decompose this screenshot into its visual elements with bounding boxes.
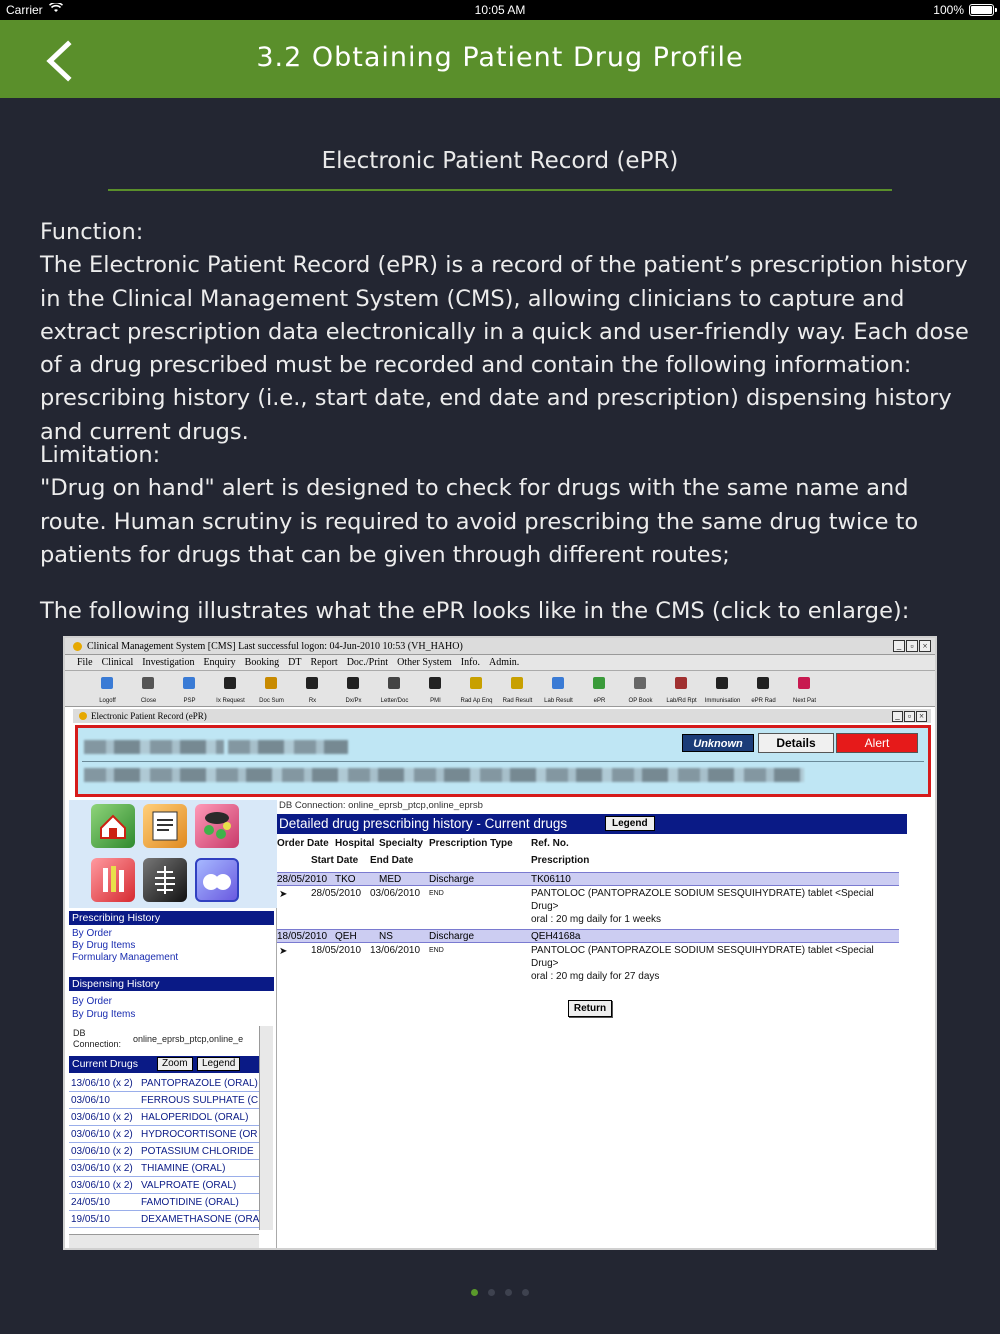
xray-icon [143, 858, 187, 902]
limitation-paragraph [40, 439, 970, 572]
drug-name: HALOPERIDOL (ORAL) [141, 1112, 249, 1123]
epr-subwindow-titlebar [73, 709, 931, 723]
toolbar-button [620, 671, 661, 707]
dispensing-by-order-link: By Order [72, 996, 113, 1007]
toolbar-icon [552, 677, 564, 689]
toolbar-icon [388, 677, 400, 689]
toolbar-label: PSP [183, 698, 196, 704]
order-rx-line3: oral : 20 mg daily for 1 weeks [531, 914, 662, 925]
unknown-badge: Unknown [682, 734, 754, 752]
toolbar-button [579, 671, 620, 707]
drug-name: DEXAMETHASONE (ORA [141, 1214, 259, 1225]
current-drug-row [69, 1109, 259, 1126]
carrier-label: Carrier [6, 3, 43, 17]
cms-menubar [65, 655, 935, 671]
toolbar-icon [347, 677, 359, 689]
notepad-icon [143, 804, 187, 848]
toolbar-label: Doc Sum [259, 698, 284, 704]
arrow-icon: ➤ [279, 889, 288, 900]
col-specialty: Specialty [379, 838, 423, 849]
order-rx-line2: Drug> [531, 901, 559, 912]
pills-icon [195, 804, 239, 848]
drug-date: 13/06/10 (x 2) [71, 1078, 133, 1089]
prescribing-history-panel [277, 800, 935, 1250]
alert-button: Alert [836, 733, 918, 753]
db-connection-text: DB Connection: online_eprsb_ptcp,online_eprsb [279, 800, 483, 811]
drug-list-scrollbar [259, 1026, 273, 1230]
status-bar [0, 0, 1000, 20]
cms-menu-item: Clinical [101, 657, 134, 668]
subwindow-controls [892, 711, 927, 722]
history-title: Detailed drug prescribing history - Current drugs [277, 814, 907, 834]
legend-button: Legend [197, 1057, 240, 1071]
current-drug-row [69, 1194, 259, 1211]
db-connection-value: online_eprsb_ptcp,online_e [133, 1034, 244, 1044]
order-hospital: TKO [335, 874, 356, 885]
cms-window-titlebar [65, 638, 935, 655]
order-row [277, 929, 899, 943]
close-icon: × [919, 640, 931, 652]
limitation-label: Limitation: [40, 442, 161, 468]
drug-name: HYDROCORTISONE (OR [141, 1129, 258, 1140]
col-order-date: Order Date [277, 838, 329, 849]
toolbar-label: Rad Result [502, 698, 533, 704]
col-end-date: End Date [370, 855, 414, 866]
minimize-icon: _ [892, 711, 903, 722]
function-label: Function: [40, 219, 144, 245]
col-hospital: Hospital [335, 838, 375, 849]
return-button: Return [568, 1000, 612, 1017]
toolbar-icon [716, 677, 728, 689]
page-dot[interactable] [488, 1289, 495, 1296]
blurred-patient-details [84, 768, 804, 782]
drug-name: VALPROATE (ORAL) [141, 1180, 237, 1191]
current-drug-row [69, 1211, 259, 1228]
toolbar-label: Immunisation [704, 698, 741, 704]
cms-menu-item: Report [310, 657, 338, 668]
page-indicator [0, 1289, 1000, 1296]
toolbar-button [251, 671, 292, 707]
section-title: Electronic Patient Record (ePR) [321, 148, 679, 174]
order-order-date: 18/05/2010 [277, 931, 328, 942]
current-drug-row [69, 1126, 259, 1143]
test-tubes-icon [91, 858, 135, 902]
toolbar-icon [224, 677, 236, 689]
battery-icon [969, 4, 994, 16]
restore-icon: ▫ [904, 711, 915, 722]
order-detail [277, 888, 899, 928]
order-flag: END [429, 947, 444, 954]
drug-date: 24/05/10 [71, 1197, 110, 1208]
minimize-icon: _ [893, 640, 905, 652]
toolbar-label: Ix Request [216, 698, 245, 704]
order-rx-line2: Drug> [531, 958, 559, 969]
details-button: Details [758, 733, 834, 753]
order-rx-line1: PANTOLOC (PANTOPRAZOLE SODIUM SESQUIHYDRATE) tablet <Special [531, 888, 874, 899]
toolbar-label: ePR [593, 698, 606, 704]
toolbar-label: Rad Ap Enq [460, 698, 493, 704]
current-drug-row [69, 1092, 259, 1109]
order-specialty: NS [379, 931, 393, 942]
cms-menu-item: Booking [244, 657, 280, 668]
order-rx-line3: oral : 20 mg daily for 27 days [531, 971, 660, 982]
order-end: 13/06/2010 [370, 945, 421, 956]
page-title: 3.2 Obtaining Patient Drug Profile [256, 42, 744, 73]
dispensing-by-drug-items-link: By Drug Items [72, 1009, 136, 1020]
col-prescription: Prescription [531, 855, 590, 866]
toolbar-button [128, 671, 169, 707]
drug-date: 03/06/10 (x 2) [71, 1146, 133, 1157]
cms-menu-item: DT [288, 657, 302, 668]
col-start-date: Start Date [311, 855, 359, 866]
toolbar-label: OP Book [628, 698, 653, 704]
toolbar-icon [757, 677, 769, 689]
toolbar-icon [306, 677, 318, 689]
cms-toolbar [65, 671, 935, 707]
toolbar-icon [183, 677, 195, 689]
cms-menu-item: Doc./Print [346, 657, 389, 668]
prescribing-by-drug-items-link: By Drug Items [72, 940, 136, 951]
order-order-date: 28/05/2010 [277, 874, 328, 885]
cms-logo-icon [73, 642, 82, 651]
illustration-caption: The following illustrates what the ePR looks like in the CMS (click to enlarge): [40, 598, 910, 624]
toolbar-button [415, 671, 456, 707]
toolbar-icon [798, 677, 810, 689]
current-drugs-label: Current Drugs [72, 1058, 138, 1070]
toolbar-label: ePR Rad [751, 698, 776, 704]
db-connection-label: DB Connection: [73, 1028, 122, 1049]
order-start: 28/05/2010 [311, 888, 362, 899]
capsule-icon [195, 858, 239, 902]
toolbar-label: Next Pat [792, 698, 816, 704]
toolbar-icon [634, 677, 646, 689]
toolbar-icon [101, 677, 113, 689]
toolbar-button [169, 671, 210, 707]
cms-menu-item: Investigation [142, 657, 195, 668]
page-dot[interactable] [505, 1289, 512, 1296]
epr-module-icons [69, 800, 277, 908]
history-legend-button: Legend [605, 816, 655, 831]
toolbar-button [456, 671, 497, 707]
drug-date: 03/06/10 (x 2) [71, 1163, 133, 1174]
order-flag: END [429, 890, 444, 897]
clock: 10:05 AM [474, 3, 526, 17]
formulary-management-link: Formulary Management [72, 952, 179, 963]
current-drug-row [69, 1143, 259, 1160]
toolbar-label: Close [140, 698, 157, 704]
toolbar-button [661, 671, 702, 707]
blurred-patient-name [84, 740, 224, 754]
epr-screenshot-image[interactable] [63, 636, 937, 1250]
prescribing-history-header: Prescribing History [69, 911, 274, 925]
drug-date: 03/06/10 (x 2) [71, 1129, 133, 1140]
house-icon [91, 804, 135, 848]
title-divider [108, 189, 892, 191]
toolbar-button [333, 671, 374, 707]
order-hospital: QEH [335, 931, 357, 942]
toolbar-label: Rx [308, 698, 317, 704]
page-dot[interactable] [471, 1289, 478, 1296]
prescribing-by-order-link: By Order [72, 928, 113, 939]
cms-menu-item: Enquiry [203, 657, 236, 668]
col-ref-no: Ref. No. [531, 838, 569, 849]
epr-logo-icon [79, 712, 87, 720]
blurred-patient-id [228, 740, 348, 754]
drug-name: FAMOTIDINE (ORAL) [141, 1197, 239, 1208]
arrow-icon: ➤ [279, 946, 288, 957]
toolbar-icon [511, 677, 523, 689]
toolbar-icon [142, 677, 154, 689]
current-drug-row [69, 1160, 259, 1177]
function-text: The Electronic Patient Record (ePR) is a record of the patient’s prescription history in the Clinical Management System (CMS), allowing clinicians to capture and extract prescription data electronically in a quick and user-friendly way. Each dose of a drug prescribed must be recorded and contain the following information: prescribing history (i.e., start date, end date and prescription) dispensing history and current drugs. [40, 252, 969, 445]
patient-bar-divider [82, 761, 924, 762]
epr-subwindow-title: Electronic Patient Record (ePR) [91, 711, 207, 721]
battery-percentage: 100% [933, 3, 964, 17]
toolbar-button [784, 671, 825, 707]
toolbar-label: Lab/Rd Rpt [666, 698, 697, 704]
order-specialty: MED [379, 874, 402, 885]
patient-info-bar [75, 725, 931, 797]
current-drugs-header [69, 1056, 259, 1073]
order-type: Discharge [429, 931, 475, 942]
toolbar-label: Logoff [99, 698, 116, 704]
toolbar-icon [470, 677, 482, 689]
drug-name: THIAMINE (ORAL) [141, 1163, 226, 1174]
order-start: 18/05/2010 [311, 945, 362, 956]
cms-window-title: Clinical Management System [CMS] Last successful logon: 04-Jun-2010 10:53 (VH_HAHO) [87, 641, 463, 652]
current-drug-row [69, 1075, 259, 1092]
drug-date: 03/06/10 (x 2) [71, 1112, 133, 1123]
order-rx-line1: PANTOLOC (PANTOPRAZOLE SODIUM SESQUIHYDRATE) tablet <Special [531, 945, 874, 956]
order-end: 03/06/2010 [370, 888, 421, 899]
order-row [277, 872, 899, 886]
drug-name: FERROUS SULPHATE (C [141, 1095, 259, 1106]
order-ref: TK06110 [531, 874, 571, 885]
toolbar-button [374, 671, 415, 707]
toolbar-button [210, 671, 251, 707]
order-ref: QEH4168a [531, 931, 581, 942]
toolbar-label: Letter/Doc [380, 698, 409, 704]
drug-date: 03/06/10 [71, 1095, 110, 1106]
cms-menu-item: Admin. [488, 657, 520, 668]
dispensing-history-header: Dispensing History [69, 977, 274, 991]
toolbar-button [497, 671, 538, 707]
toolbar-label: PMI [430, 698, 441, 704]
nav-bar [0, 20, 1000, 98]
limitation-text: "Drug on hand" alert is designed to check for drugs with the same name and route. Human scrutiny is required to avoid prescribing the same drug twice to patients for drugs that can be given through different routes; [40, 475, 919, 568]
toolbar-icon [265, 677, 277, 689]
page-dot[interactable] [522, 1289, 529, 1296]
col-prescription-type: Prescription Type [429, 838, 513, 849]
toolbar-icon [593, 677, 605, 689]
drug-date: 19/05/10 [71, 1214, 110, 1225]
cms-menu-item: File [77, 657, 93, 668]
toolbar-button [538, 671, 579, 707]
order-type: Discharge [429, 874, 475, 885]
toolbar-button [292, 671, 333, 707]
toolbar-button [702, 671, 743, 707]
current-drug-row [69, 1177, 259, 1194]
epr-left-panel [69, 800, 277, 1250]
window-controls [893, 640, 931, 652]
drug-date: 03/06/10 (x 2) [71, 1180, 133, 1191]
toolbar-button [743, 671, 784, 707]
function-paragraph [40, 216, 970, 449]
cms-menu-item: Other System [397, 657, 452, 668]
toolbar-label: Dx/Px [345, 698, 362, 704]
toolbar-icon [675, 677, 687, 689]
zoom-button: Zoom [157, 1057, 193, 1071]
drug-list-hscrollbar [69, 1234, 259, 1248]
cms-menu-item: Info. [460, 657, 480, 668]
order-detail [277, 945, 899, 985]
drug-name: POTASSIUM CHLORIDE [141, 1146, 254, 1157]
drug-name: PANTOPRAZOLE (ORAL) [141, 1078, 258, 1089]
toolbar-icon [429, 677, 441, 689]
toolbar-label: Lab Result [544, 698, 573, 704]
restore-icon: ▫ [906, 640, 918, 652]
close-icon: × [916, 711, 927, 722]
toolbar-button [87, 671, 128, 707]
